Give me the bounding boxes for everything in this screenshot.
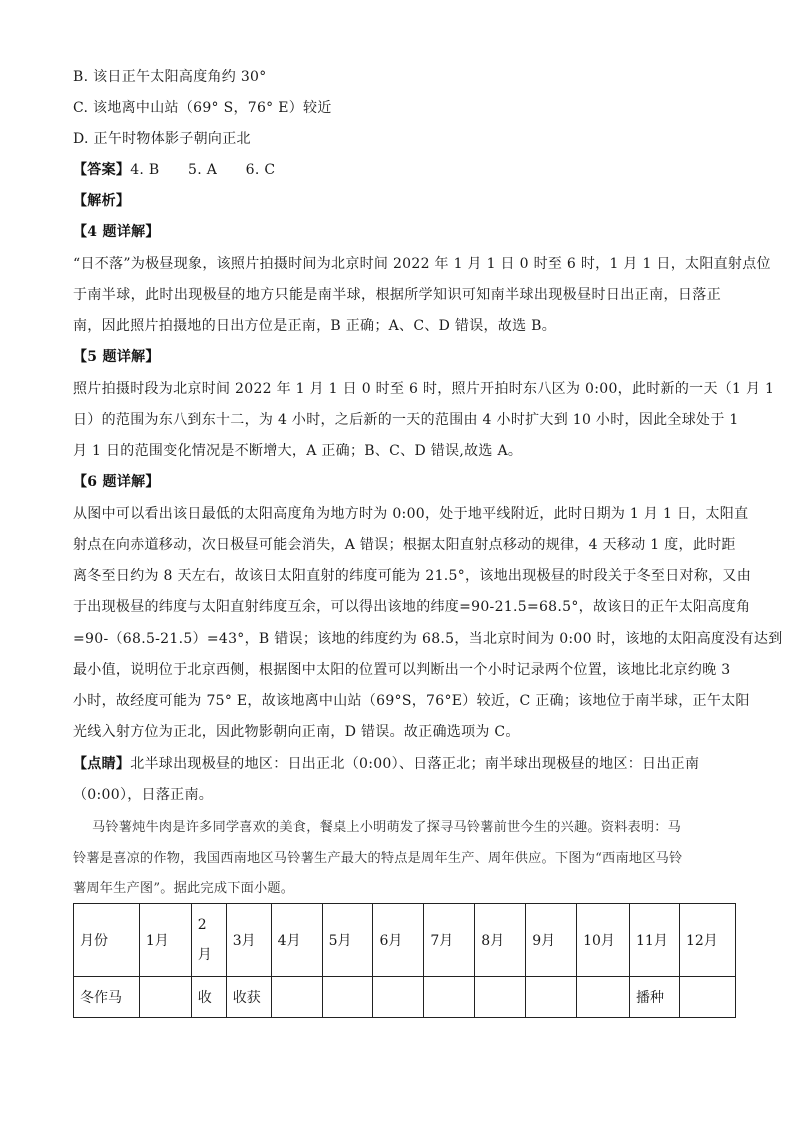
q6-line-2: 射点在向赤道移动，次日极昼可能会消失，A 错误；根据太阳直射点移动的规律，4 天移动 1 度，此时距 [73,537,736,553]
answer-line [73,160,275,180]
table-cell: 月份 [74,904,140,977]
q5-heading: 【5 题详解】 [73,349,160,365]
q6-line-1: 从图中可以看出该日最低的太阳高度角为地方时为 0:00，处于地平线附近，此时日期为 1 月 1 日，太阳直 [73,506,749,522]
table-cell [424,977,475,1018]
table-cell [577,977,630,1018]
option-d: D. 正午时物体影子朝向正北 [73,131,251,147]
table-cell: 冬作马 [74,977,140,1018]
q5-line-1: 照片拍摄时段为北京时间 2022 年 1 月 1 日 0 时至 6 时，照片开拍时东八区为 0:00，此时新的一天（1 月 1 [73,381,775,397]
table-cell: 1月 [139,904,191,977]
table-cell [271,977,322,1018]
intro-line-3: 薯周年生产图”。据此完成下面小题。 [73,881,295,896]
tip-line-2: （0:00），日落正南。 [73,787,214,803]
tip-line-1 [73,754,699,774]
table-cell: 5月 [322,904,373,977]
q5-line-2: 日）的范围为东八到东十二，为 4 小时，之后新的一天的范围由 4 小时扩大到 10 小时，因此全球处于 1 [73,412,739,428]
table-cell: 11月 [630,904,680,977]
table-cell: 收 [191,977,226,1018]
table-cell [373,977,424,1018]
table-cell [526,977,577,1018]
table-header-row [74,904,736,977]
table-cell: 播种 [630,977,680,1018]
q4-line-1: “日不落”为极昼现象，该照片拍摄时间为北京时间 2022 年 1 月 1 日 0 时至 6 时，1 月 1 日，太阳直射点位 [73,256,771,272]
table-cell: 3月 [226,904,271,977]
q6-heading: 【6 题详解】 [73,474,160,490]
q6-line-6: 最小值，说明位于北京西侧，根据图中太阳的位置可以判断出一个小时记录两个位置，该地比北京约晚 3 [73,662,731,678]
q4-line-3: 南，因此照片拍摄地的日出方位是正南，B 正确；A、C、D 错误，故选 B。 [73,318,557,334]
table-cell: 8月 [475,904,526,977]
q6-line-4: 于出现极昼的纬度与太阳直射纬度互余，可以得出该地的纬度=90-21.5=68.5°，故该日的正午太阳高度角 [73,599,751,615]
q6-line-8: 光线入射方位为正北，因此物影朝向正南，D 错误。故正确选项为 C。 [73,724,520,740]
q4-line-2: 于南半球，此时出现极昼的地方只能是南半球，根据所学知识可知南半球出现极昼时日出正南，日落正 [73,287,721,303]
table-cell: 12月 [679,904,735,977]
table-cell: 4月 [271,904,322,977]
answer-text: 4. B 5. A 6. C [130,162,276,178]
table-cell [322,977,373,1018]
analysis-heading: 【解析】 [73,193,131,209]
tip-label: 【点睛】 [73,756,131,772]
table-cell [139,977,191,1018]
tip-text-1: 北半球出现极昼的地区：日出正北（0:00）、日落正北；南半球出现极昼的地区：日出正南 [130,756,700,772]
q5-line-3: 月 1 日的范围变化情况是不断增大，A 正确；B、C、D 错误,故选 A。 [73,443,523,459]
q4-heading: 【4 题详解】 [73,224,160,240]
q6-line-3: 离冬至日约为 8 天左右，故该日太阳直射的纬度可能为 21.5°，该地出现极昼的时段关于冬至日对称，又由 [73,568,752,584]
table-cell: 收获 [226,977,271,1018]
table-cell: 6月 [373,904,424,977]
table-cell: 2 月 [191,904,226,977]
table-cell [679,977,735,1018]
table-cell: 10月 [577,904,630,977]
answer-label: 【答案】 [73,162,131,178]
potato-production-table [73,903,736,1018]
table-cell: 9月 [526,904,577,977]
option-c: C. 该地离中山站（69° S，76° E）较近 [73,100,332,116]
option-b: B. 该日正午太阳高度角约 30° [73,69,267,85]
table-row [74,977,736,1018]
q6-line-7: 小时，故经度可能为 75° E，故该地离中山站（69°S，76°E）较近，C 正确；该地位于南半球，正午太阳 [73,693,750,709]
q6-line-5: =90-（68.5-21.5）=43°，B 错误；该地的纬度约为 68.5，当北京时间为 0:00 时，该地的太阳高度没有达到 [73,631,783,647]
intro-line-2: 铃薯是喜凉的作物，我国西南地区马铃薯生产最大的特点是周年生产、周年供应。下图为“西南地区马铃 [73,851,683,866]
intro-line-1: 马铃薯炖牛肉是许多同学喜欢的美食，餐桌上小明萌发了探寻马铃薯前世今生的兴趣。资料表明：马 [92,820,682,835]
table-cell: 7月 [424,904,475,977]
table-cell [475,977,526,1018]
